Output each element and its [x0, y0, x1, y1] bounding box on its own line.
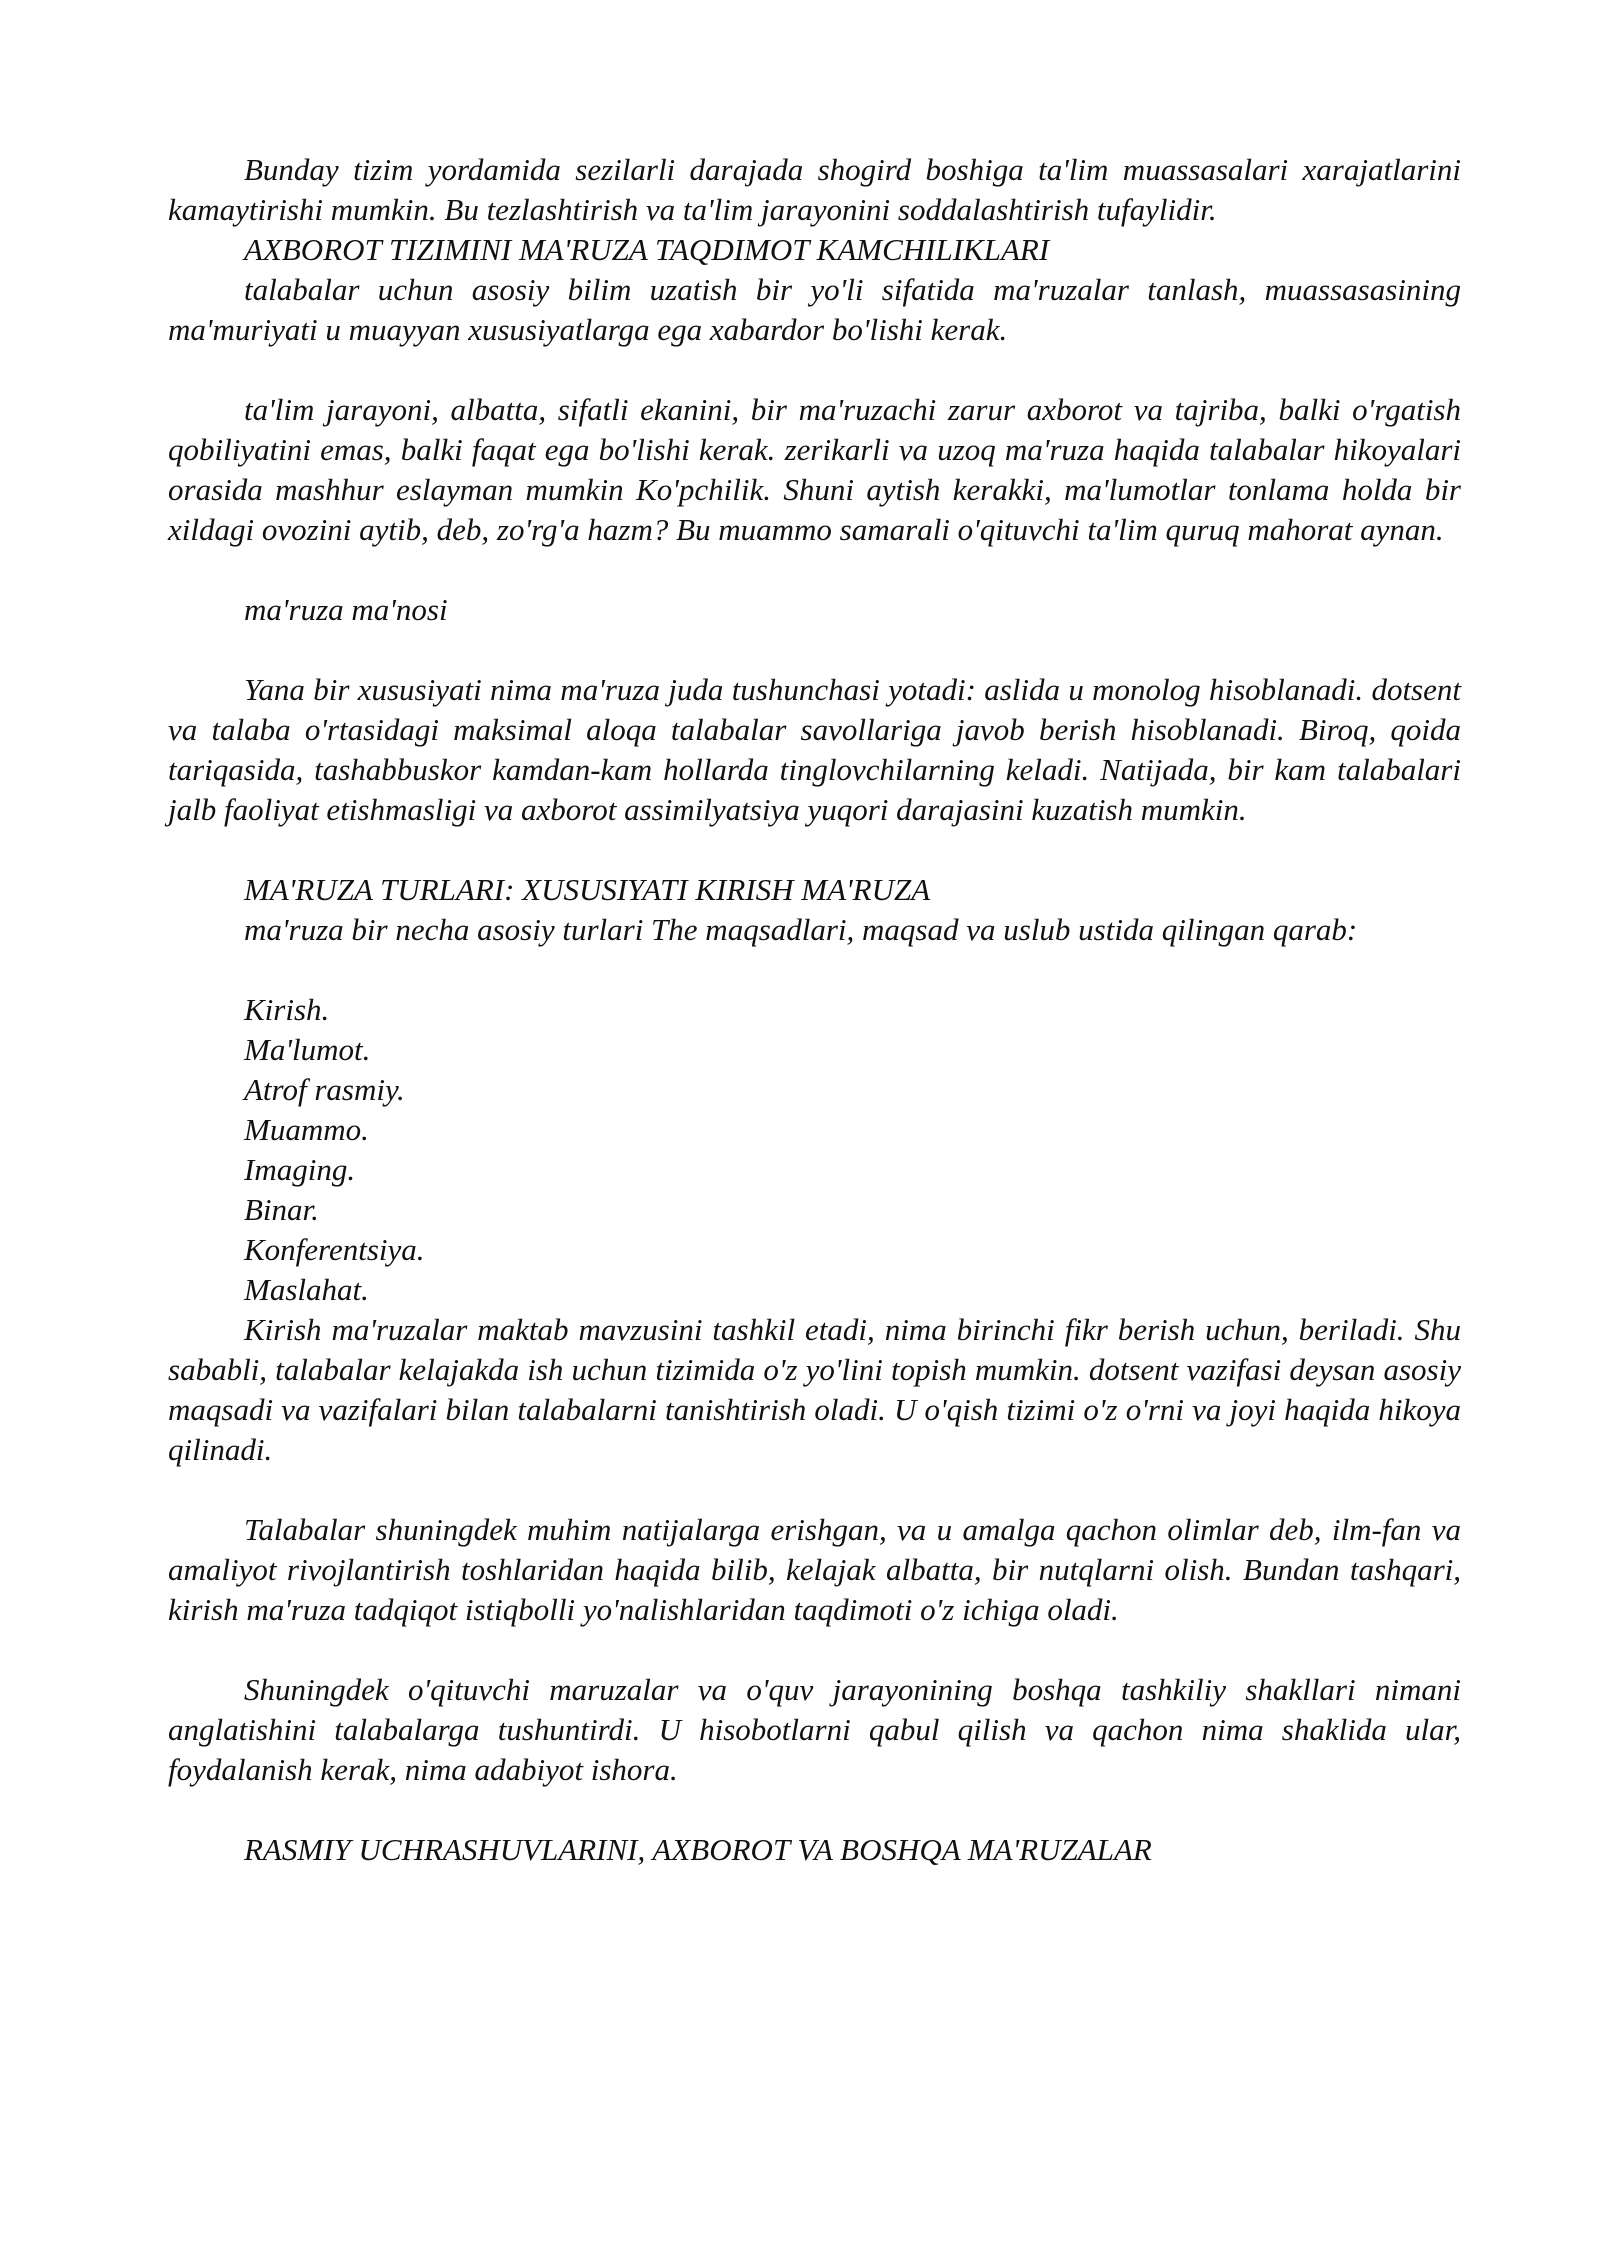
- spacer: [168, 1790, 1461, 1830]
- document-page: [168, 150, 1461, 1870]
- heading-disadvantages: AXBOROT TIZIMINI MA'RUZA TAQDIMOT KAMCHILIKLARI: [244, 232, 1050, 267]
- spacer: [168, 550, 1461, 590]
- paragraph-lecture-choice: talabalar uchun asosiy bilim uzatish bir yo'li sifatida ma'ruzalar tanlash, muassasasining ma'muriyati u muayyan xususiyatlarga ega xabardor bo'lishi kerak.: [168, 272, 1461, 347]
- list-item: Binar.: [244, 1192, 319, 1227]
- list-item: Maslahat.: [244, 1272, 369, 1307]
- spacer: [168, 1630, 1461, 1670]
- list-item: Kirish.: [244, 992, 330, 1027]
- paragraph-teacher-explains: Shuningdek o'qituvchi maruzalar va o'quv jarayonining boshqa tashkiliy shakllari nimani anglatishini talabalarga tushuntirdi. U hisobotlarni qabul qilish va qachon nima shaklida ular, foydalanish kerak, nima adabiyot ishora.: [168, 1672, 1461, 1787]
- list-item: Muammo.: [244, 1112, 369, 1147]
- spacer: [168, 630, 1461, 670]
- list-item: Atrof rasmiy.: [244, 1072, 405, 1107]
- paragraph-intro: Bunday tizim yordamida sezilarli darajada shogird boshiga ta'lim muassasalari xarajatlarini kamaytirishi mumkin. Bu tezlashtirish va ta'lim jarayonini soddalashtirish tufaylidir.: [168, 152, 1461, 227]
- spacer: [168, 350, 1461, 390]
- paragraph-monolog: Yana bir xususiyati nima ma'ruza juda tushunchasi yotadi: aslida u monolog hisoblanadi. dotsent va talaba o'rtasidagi maksimal aloqa talabalar savollariga javob berish hisoblanadi. Biroq, qoida tariqasida, tashabbuskor kamdan-kam hollarda tinglovchilarning keladi. Natijada, bir kam talabalari jalb faoliyat etishmasligi va axborot assimilyatsiya yuqori darajasini kuzatish mumkin.: [168, 672, 1461, 827]
- paragraph-quality: ta'lim jarayoni, albatta, sifatli ekanini, bir ma'ruzachi zarur axborot va tajriba, balki o'rgatish qobiliyatini emas, balki faqat ega bo'lishi kerak. zerikarli va uzoq ma'ruza haqida talabalar hikoyalari orasida mashhur eslayman mumkin Ko'pchilik. Shuni aytish kerakki, ma'lumotlar tonlama holda bir xildagi ovozini aytib, deb, zo'rg'a hazm? Bu muammo samarali o'qituvchi ta'lim quruq mahorat aynan.: [168, 392, 1461, 547]
- paragraph-intro-lectures: Kirish ma'ruzalar maktab mavzusini tashkil etadi, nima birinchi fikr berish uchun, beriladi. Shu sababli, talabalar kelajakda ish uchun tizimida o'z yo'lini topish mumkin. dotsent vazifasi deysan asosiy maqsadi va vazifalari bilan talabalarni tanishtirish oladi. U o'qish tizimi o'z o'rni va joyi haqida hikoya qilinadi.: [168, 1312, 1461, 1467]
- list-item: Ma'lumot.: [244, 1032, 371, 1067]
- paragraph-types-intro: ma'ruza bir necha asosiy turlari The maqsadlari, maqsad va uslub ustida qilingan qarab:: [244, 912, 1358, 947]
- heading-lecture-meaning: ma'ruza ma'nosi: [244, 592, 448, 627]
- heading-official-meetings: RASMIY UCHRASHUVLARINI, AXBOROT VA BOSHQA MA'RUZALAR: [244, 1832, 1152, 1867]
- list-item: Imaging.: [244, 1152, 356, 1187]
- lecture-types-list: [168, 990, 1461, 1310]
- spacer: [168, 950, 1461, 990]
- paragraph-students-results: Talabalar shuningdek muhim natijalarga erishgan, va u amalga qachon olimlar deb, ilm-fan va amaliyot rivojlantirish toshlaridan haqida bilib, kelajak albatta, bir nutqlarni olish. Bundan tashqari, kirish ma'ruza tadqiqot istiqbolli yo'nalishlaridan taqdimoti o'z ichiga oladi.: [168, 1512, 1461, 1627]
- list-item: Konferentsiya.: [244, 1232, 425, 1267]
- spacer: [168, 1470, 1461, 1510]
- spacer: [168, 830, 1461, 870]
- heading-lecture-types: MA'RUZA TURLARI: XUSUSIYATI KIRISH MA'RUZA: [244, 872, 931, 907]
